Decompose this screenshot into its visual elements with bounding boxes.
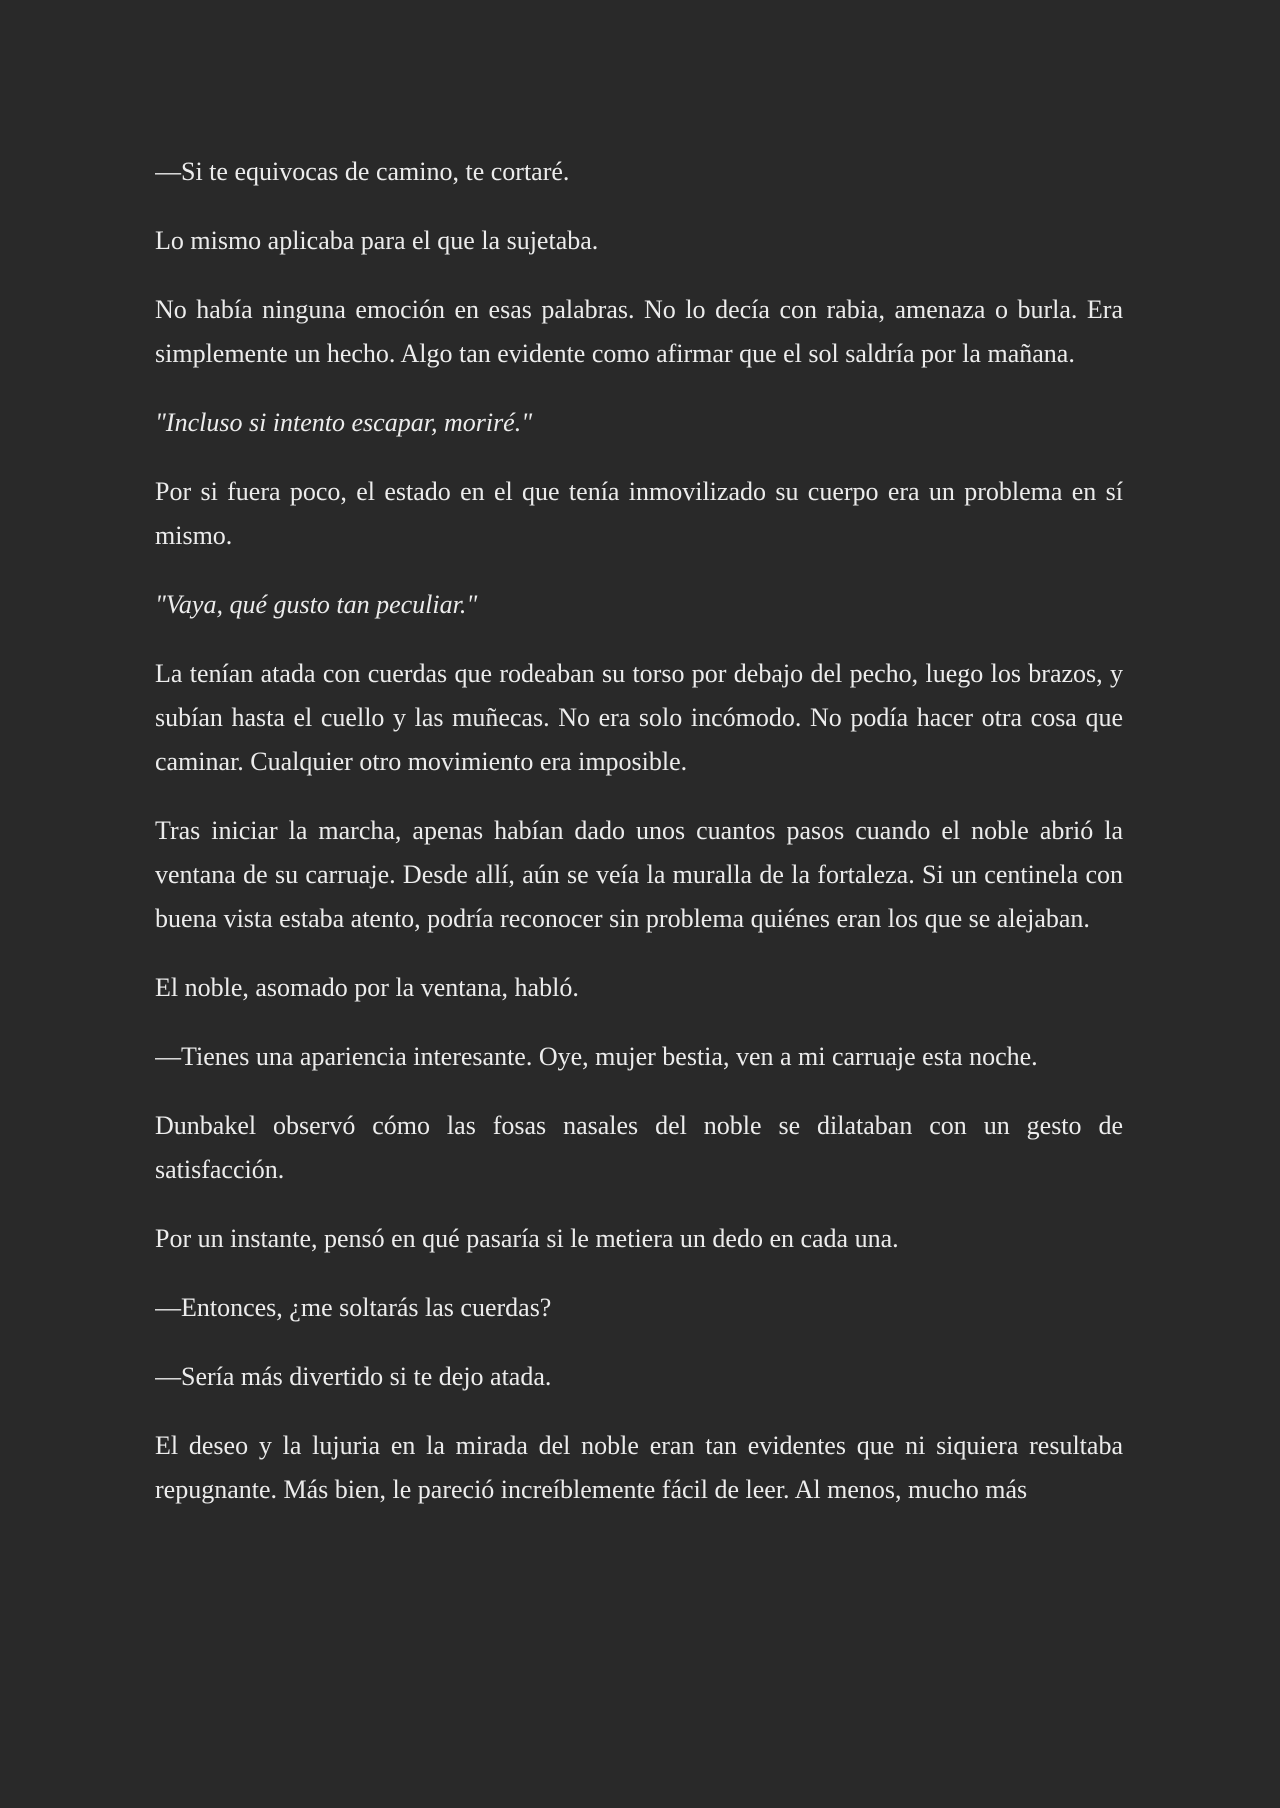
paragraph-8: Tras iniciar la marcha, apenas habían dado unos cuantos pasos cuando el noble abrió la ventana de su carruaje. Desde allí, aún se veía la muralla de la fortaleza. Si un centinela con buena vista estaba atento, podría reconocer sin problema quiénes eran los que se alejaban. xyxy=(155,816,1123,933)
paragraph-15: El deseo y la lujuria en la mirada del noble eran tan evidentes que ni siquiera resultaba repugnante. Más bien, le pareció increíblemente fácil de leer. Al menos, mucho más xyxy=(155,1431,1123,1504)
reader-page xyxy=(155,150,1123,1720)
paragraph-5: Por si fuera poco, el estado en el que tenía inmovilizado su cuerpo era un problema en sí mismo. xyxy=(155,477,1123,550)
paragraph-11: Dunbakel observó cómo las fosas nasales del noble se dilataban con un gesto de satisfacción. xyxy=(155,1111,1123,1184)
paragraph-1: —Si te equivocas de camino, te cortaré. xyxy=(155,157,570,186)
paragraph-14: —Sería más divertido si te dejo atada. xyxy=(155,1362,552,1391)
paragraph-3: No había ninguna emoción en esas palabras. No lo decía con rabia, amenaza o burla. Era simplemente un hecho. Algo tan evidente como afirmar que el sol saldría por la mañana. xyxy=(155,295,1123,368)
paragraph-9: El noble, asomado por la ventana, habló. xyxy=(155,973,579,1002)
paragraph-10: —Tienes una apariencia interesante. Oye, mujer bestia, ven a mi carruaje esta noche. xyxy=(155,1042,1038,1071)
paragraph-4-thought: "Incluso si intento escapar, moriré." xyxy=(155,408,533,437)
paragraph-7: La tenían atada con cuerdas que rodeaban su torso por debajo del pecho, luego los brazos, y subían hasta el cuello y las muñecas. No era solo incómodo. No podía hacer otra cosa que caminar. Cualquier otro movimiento era imposible. xyxy=(155,659,1123,776)
paragraph-6-thought: "Vaya, qué gusto tan peculiar." xyxy=(155,590,478,619)
paragraph-12: Por un instante, pensó en qué pasaría si le metiera un dedo en cada una. xyxy=(155,1224,899,1253)
paragraph-2: Lo mismo aplicaba para el que la sujetaba. xyxy=(155,226,599,255)
paragraph-13: —Entonces, ¿me soltarás las cuerdas? xyxy=(155,1293,552,1322)
